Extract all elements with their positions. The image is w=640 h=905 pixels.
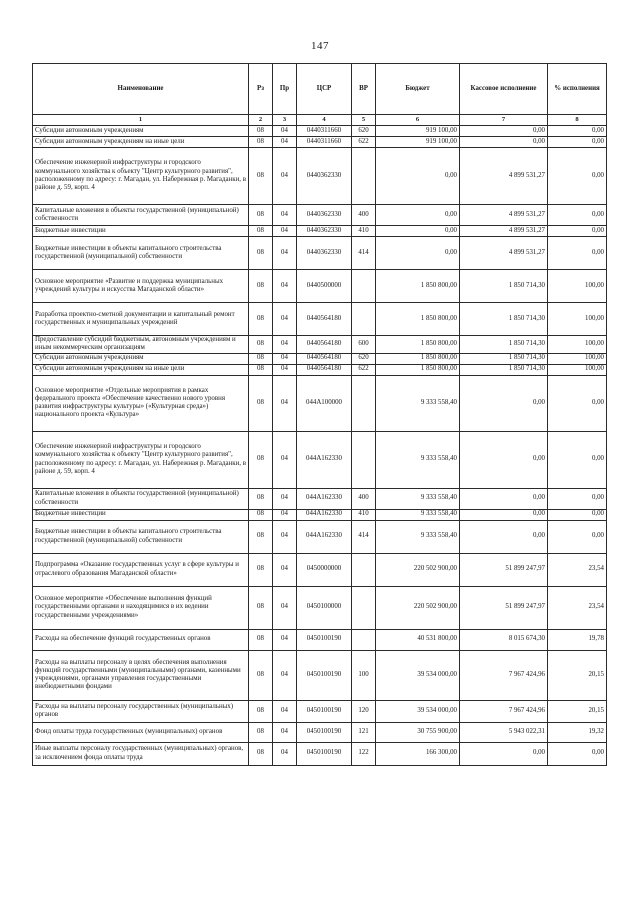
table-row (33, 336, 607, 354)
item-name: Субсидии автономным учреждениям на иные цели (33, 364, 249, 375)
rz-code: 08 (249, 586, 273, 629)
rz-code: 08 (249, 509, 273, 520)
pr-code: 04 (273, 364, 297, 375)
col-header-cash: Кассовое исполнение (460, 64, 548, 115)
pr-code: 04 (273, 270, 297, 303)
col-number: 1 (33, 115, 249, 126)
pr-code: 04 (273, 629, 297, 650)
csr-code: 0450100190 (297, 700, 352, 722)
csr-code: 0450100000 (297, 586, 352, 629)
col-header-csr: ЦСР (297, 64, 352, 115)
pct-value: 100,00 (548, 303, 607, 336)
cash-value: 0,00 (460, 742, 548, 765)
rz-code: 08 (249, 629, 273, 650)
budget-value: 0,00 (376, 205, 460, 226)
table-row (33, 650, 607, 700)
pct-value: 23,54 (548, 553, 607, 586)
pr-code: 04 (273, 148, 297, 205)
budget-value: 1 850 800,00 (376, 270, 460, 303)
pct-value: 20,15 (548, 650, 607, 700)
cash-value: 4 899 531,27 (460, 205, 548, 226)
pct-value: 0,00 (548, 375, 607, 431)
item-name: Основное мероприятие «Отдельные мероприятия в рамках федерального проекта «Обеспечение качественно нового уровня развития инфраструктуры культуры» («Культурная среда») национального проекта «Культура» (33, 375, 249, 431)
vr-code: 414 (352, 520, 376, 553)
column-number-row (33, 115, 607, 126)
table-row (33, 226, 607, 237)
rz-code: 08 (249, 650, 273, 700)
col-header-name: Наименование (33, 64, 249, 115)
budget-value: 9 333 558,40 (376, 375, 460, 431)
vr-code (352, 629, 376, 650)
csr-code: 0440564180 (297, 353, 352, 364)
pr-code: 04 (273, 226, 297, 237)
table-row (33, 629, 607, 650)
pct-value: 100,00 (548, 270, 607, 303)
cash-value: 4 899 531,27 (460, 148, 548, 205)
vr-code: 410 (352, 509, 376, 520)
pr-code: 04 (273, 336, 297, 354)
budget-value: 9 333 558,40 (376, 431, 460, 488)
pct-value: 0,00 (548, 205, 607, 226)
item-name: Обеспечение инженерной инфраструктуры и городского коммунального хозяйства к объекту "Центр культурного развития", расположенному по адресу: г. Магадан, ул. Набережная р. Магаданки, в районе д. 59, корп. 4 (33, 148, 249, 205)
csr-code: 0440311660 (297, 126, 352, 137)
cash-value: 0,00 (460, 509, 548, 520)
item-name: Бюджетные инвестиции в объекты капитального строительства государственной (муниципальной) собственности (33, 237, 249, 270)
pct-value: 0,00 (548, 237, 607, 270)
csr-code: 0440362330 (297, 226, 352, 237)
cash-value: 1 850 714,30 (460, 353, 548, 364)
csr-code: 0440362330 (297, 237, 352, 270)
pr-code: 04 (273, 375, 297, 431)
vr-code (352, 375, 376, 431)
pct-value: 23,54 (548, 586, 607, 629)
csr-code: 0440564180 (297, 336, 352, 354)
rz-code: 08 (249, 205, 273, 226)
rz-code: 08 (249, 270, 273, 303)
cash-value: 7 967 424,96 (460, 650, 548, 700)
table-row (33, 586, 607, 629)
vr-code: 600 (352, 336, 376, 354)
csr-code: 044A162330 (297, 520, 352, 553)
cash-value: 7 967 424,96 (460, 700, 548, 722)
cash-value: 1 850 714,30 (460, 270, 548, 303)
csr-code: 044A162330 (297, 431, 352, 488)
csr-code: 044A162330 (297, 509, 352, 520)
col-header-pr: Пр (273, 64, 297, 115)
vr-code: 620 (352, 126, 376, 137)
item-name: Субсидии автономным учреждениям на иные цели (33, 137, 249, 148)
pr-code: 04 (273, 205, 297, 226)
rz-code: 08 (249, 137, 273, 148)
csr-code: 0440564180 (297, 303, 352, 336)
rz-code: 08 (249, 488, 273, 509)
rz-code: 08 (249, 126, 273, 137)
item-name: Субсидии автономным учреждениям (33, 353, 249, 364)
budget-value: 919 100,00 (376, 126, 460, 137)
table-row (33, 237, 607, 270)
table-row (33, 270, 607, 303)
rz-code: 08 (249, 237, 273, 270)
rz-code: 08 (249, 148, 273, 205)
item-name: Фонд оплаты труда государственных (муниципальных) органов (33, 722, 249, 742)
pr-code: 04 (273, 509, 297, 520)
col-number: 7 (460, 115, 548, 126)
budget-value: 9 333 558,40 (376, 520, 460, 553)
budget-value: 0,00 (376, 226, 460, 237)
item-name: Капитальные вложения в объекты государственной (муниципальной) собственности (33, 205, 249, 226)
pct-value: 0,00 (548, 520, 607, 553)
budget-value: 9 333 558,40 (376, 488, 460, 509)
vr-code: 410 (352, 226, 376, 237)
vr-code: 414 (352, 237, 376, 270)
cash-value: 1 850 714,30 (460, 336, 548, 354)
cash-value: 51 899 247,97 (460, 586, 548, 629)
rz-code: 08 (249, 722, 273, 742)
pr-code: 04 (273, 488, 297, 509)
rz-code: 08 (249, 336, 273, 354)
csr-code: 0440311660 (297, 137, 352, 148)
table-row (33, 722, 607, 742)
pr-code: 04 (273, 742, 297, 765)
item-name: Бюджетные инвестиции (33, 509, 249, 520)
vr-code: 122 (352, 742, 376, 765)
table-row (33, 148, 607, 205)
item-name: Расходы на выплаты персоналу в целях обеспечения выполнения функций государственными (муниципальными) органами, казенными учреждениями, органами управления государственными внебюджетными фондами (33, 650, 249, 700)
csr-code: 0450100190 (297, 722, 352, 742)
csr-code: 0450100190 (297, 650, 352, 700)
budget-value: 1 850 800,00 (376, 303, 460, 336)
pr-code: 04 (273, 126, 297, 137)
rz-code: 08 (249, 742, 273, 765)
rz-code: 08 (249, 364, 273, 375)
rz-code: 08 (249, 553, 273, 586)
vr-code: 622 (352, 364, 376, 375)
cash-value: 0,00 (460, 488, 548, 509)
pct-value: 0,00 (548, 226, 607, 237)
pct-value: 100,00 (548, 364, 607, 375)
table-row (33, 700, 607, 722)
vr-code (352, 586, 376, 629)
vr-code: 120 (352, 700, 376, 722)
budget-value: 1 850 800,00 (376, 353, 460, 364)
page-number: 147 (311, 40, 329, 52)
pr-code: 04 (273, 586, 297, 629)
vr-code (352, 553, 376, 586)
budget-value: 1 850 800,00 (376, 364, 460, 375)
col-header-rz: Рз (249, 64, 273, 115)
pr-code: 04 (273, 553, 297, 586)
item-name: Подпрограмма «Оказание государственных услуг в сфере культуры и отраслевого образования Магаданской области» (33, 553, 249, 586)
budget-value: 30 755 900,00 (376, 722, 460, 742)
cash-value: 5 943 022,31 (460, 722, 548, 742)
table-row (33, 509, 607, 520)
csr-code: 0450100190 (297, 629, 352, 650)
item-name: Бюджетные инвестиции (33, 226, 249, 237)
csr-code: 0440564180 (297, 364, 352, 375)
table-row (33, 353, 607, 364)
vr-code (352, 270, 376, 303)
rz-code: 08 (249, 303, 273, 336)
pct-value: 0,00 (548, 509, 607, 520)
table-row (33, 431, 607, 488)
vr-code (352, 303, 376, 336)
budget-table (32, 63, 607, 766)
vr-code: 622 (352, 137, 376, 148)
pct-value: 0,00 (548, 488, 607, 509)
cash-value: 51 899 247,97 (460, 553, 548, 586)
table-row (33, 303, 607, 336)
vr-code: 620 (352, 353, 376, 364)
csr-code: 0440362330 (297, 148, 352, 205)
vr-code: 100 (352, 650, 376, 700)
vr-code (352, 431, 376, 488)
cash-value: 4 899 531,27 (460, 226, 548, 237)
vr-code (352, 148, 376, 205)
rz-code: 08 (249, 431, 273, 488)
table-row (33, 364, 607, 375)
csr-code: 0450100190 (297, 742, 352, 765)
budget-value: 9 333 558,40 (376, 509, 460, 520)
vr-code: 400 (352, 205, 376, 226)
col-number: 5 (352, 115, 376, 126)
budget-value: 919 100,00 (376, 137, 460, 148)
col-number: 4 (297, 115, 352, 126)
csr-code: 044A100000 (297, 375, 352, 431)
vr-code: 400 (352, 488, 376, 509)
pr-code: 04 (273, 700, 297, 722)
vr-code: 121 (352, 722, 376, 742)
cash-value: 1 850 714,30 (460, 364, 548, 375)
budget-value: 39 534 000,00 (376, 700, 460, 722)
budget-value: 39 534 000,00 (376, 650, 460, 700)
col-header-vr: ВР (352, 64, 376, 115)
cash-value: 0,00 (460, 520, 548, 553)
csr-code: 0450000000 (297, 553, 352, 586)
table-row (33, 375, 607, 431)
table-row (33, 205, 607, 226)
pr-code: 04 (273, 431, 297, 488)
col-header-pct: % исполнения (548, 64, 607, 115)
item-name: Иные выплаты персоналу государственных (муниципальных) органов, за исключением фонда оплаты труда (33, 742, 249, 765)
pr-code: 04 (273, 237, 297, 270)
col-number: 6 (376, 115, 460, 126)
item-name: Разработка проектно-сметной документации и капитальный ремонт государственных и муниципальных учреждений (33, 303, 249, 336)
item-name: Основное мероприятие «Развитие и поддержка муниципальных учреждений культуры и искусства Магаданской области» (33, 270, 249, 303)
rz-code: 08 (249, 375, 273, 431)
pct-value: 0,00 (548, 137, 607, 148)
pct-value: 0,00 (548, 126, 607, 137)
item-name: Расходы на обеспечение функций государственных органов (33, 629, 249, 650)
item-name: Капитальные вложения в объекты государственной (муниципальной) собственности (33, 488, 249, 509)
pr-code: 04 (273, 137, 297, 148)
col-number: 2 (249, 115, 273, 126)
csr-code: 044A162330 (297, 488, 352, 509)
cash-value: 8 015 674,30 (460, 629, 548, 650)
pct-value: 0,00 (548, 431, 607, 488)
csr-code: 0440500000 (297, 270, 352, 303)
budget-value: 1 850 800,00 (376, 336, 460, 354)
pct-value: 19,32 (548, 722, 607, 742)
budget-value: 40 531 800,00 (376, 629, 460, 650)
cash-value: 0,00 (460, 375, 548, 431)
budget-value: 166 300,00 (376, 742, 460, 765)
col-header-budget: Бюджет (376, 64, 460, 115)
header-row (33, 64, 607, 115)
item-name: Бюджетные инвестиции в объекты капитального строительства государственной (муниципальной) собственности (33, 520, 249, 553)
csr-code: 0440362330 (297, 205, 352, 226)
cash-value: 0,00 (460, 431, 548, 488)
budget-value: 0,00 (376, 237, 460, 270)
rz-code: 08 (249, 700, 273, 722)
col-number: 8 (548, 115, 607, 126)
pr-code: 04 (273, 650, 297, 700)
pct-value: 0,00 (548, 148, 607, 205)
pct-value: 20,15 (548, 700, 607, 722)
pct-value: 0,00 (548, 742, 607, 765)
cash-value: 4 899 531,27 (460, 237, 548, 270)
table-row (33, 137, 607, 148)
cash-value: 0,00 (460, 137, 548, 148)
pr-code: 04 (273, 722, 297, 742)
table-row (33, 742, 607, 765)
col-number: 3 (273, 115, 297, 126)
pct-value: 100,00 (548, 353, 607, 364)
pct-value: 19,78 (548, 629, 607, 650)
cash-value: 0,00 (460, 126, 548, 137)
budget-value: 220 502 900,00 (376, 586, 460, 629)
table-row (33, 553, 607, 586)
item-name: Основное мероприятие «Обеспечение выполнения функций государственными органами и находящимися в их ведении государственными учреждениями» (33, 586, 249, 629)
pr-code: 04 (273, 353, 297, 364)
item-name: Обеспечение инженерной инфраструктуры и городского коммунального хозяйства к объекту "Центр культурного развития", расположенному по адресу: г. Магадан, ул. Набережная р. Магаданки, в районе д. 59, корп. 4 (33, 431, 249, 488)
rz-code: 08 (249, 353, 273, 364)
item-name: Расходы на выплаты персоналу государственных (муниципальных) органов (33, 700, 249, 722)
cash-value: 1 850 714,30 (460, 303, 548, 336)
pr-code: 04 (273, 520, 297, 553)
table-row (33, 126, 607, 137)
table-row (33, 520, 607, 553)
budget-value: 0,00 (376, 148, 460, 205)
rz-code: 08 (249, 226, 273, 237)
item-name: Субсидии автономным учреждениям (33, 126, 249, 137)
item-name: Предоставление субсидий бюджетным, автономным учреждениям и иным некоммерческим организациям (33, 336, 249, 354)
pr-code: 04 (273, 303, 297, 336)
table-row (33, 488, 607, 509)
rz-code: 08 (249, 520, 273, 553)
budget-value: 220 502 900,00 (376, 553, 460, 586)
pct-value: 100,00 (548, 336, 607, 354)
